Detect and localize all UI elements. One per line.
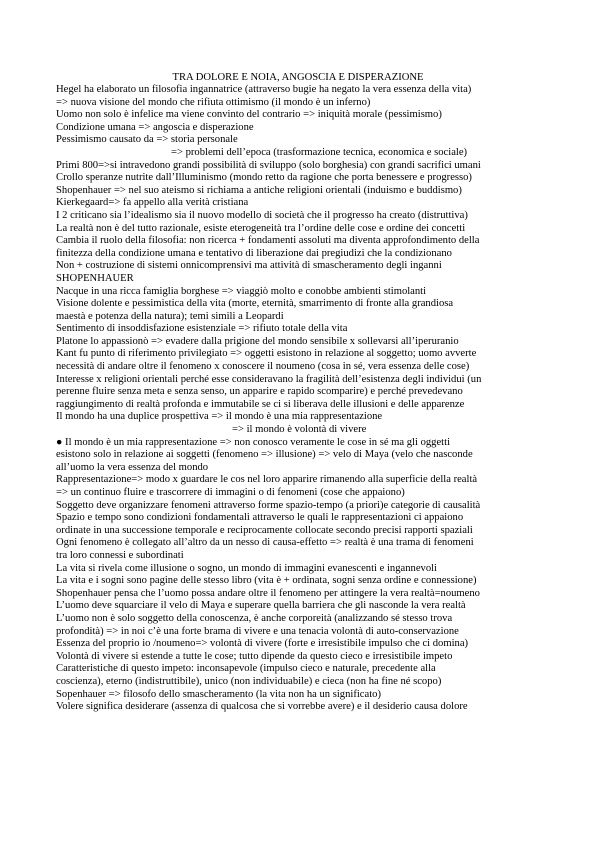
text-line: Condizione umana => angoscia e disperazione bbox=[56, 121, 254, 133]
text-line: La realtà non è del tutto razionale, esiste eterogeneità tra l’ordine delle cose e ordine dei concetti bbox=[56, 222, 466, 234]
text-line: La vita si rivela come illusione o sogno, un mondo di immagini evanescenti e ingannevoli bbox=[56, 562, 437, 574]
text-line: perenne fluire senza meta e senza senso, un apparire e rapido scomparire) e perché prevedevano bbox=[56, 386, 463, 398]
text-line: Kierkegaard=> fa appello alla verità cristiana bbox=[56, 197, 249, 209]
text-line: Sentimento di insoddisfazione esistenziale => rifiuto totale della vita bbox=[56, 323, 348, 335]
text-line: Hegel ha elaborato un filosofia ingannatrice (attraverso bugie ha negato la vera essenza della vita) bbox=[56, 84, 472, 95]
text-line: Pessimismo causato da => storia personale bbox=[56, 134, 238, 146]
text-line: Shopenhauer => nel suo ateismo si richiama a antiche religioni orientali (induismo e buddismo) bbox=[56, 184, 462, 196]
text-line: Spazio e tempo sono condizioni fondamentali attraverso le quali le rappresentazioni ci appaiono bbox=[56, 512, 464, 524]
text-line: Uomo non solo è infelice ma viene convinto del contrario => iniquità morale (pessimismo) bbox=[56, 109, 442, 121]
text-line: => il mondo è volontà di vivere bbox=[232, 424, 367, 436]
text-line: => un continuo fluire e trascorrere di immagini o di fenomeni (cose che appaiono) bbox=[56, 487, 405, 498]
text-line: profondità) => in noi c’è una forte brama di vivere e una tenacia volontà di auto-conservazione bbox=[56, 625, 459, 637]
text-line: tra loro connessi e subordinati bbox=[56, 549, 184, 561]
text-line: ordinate in una successione temporale e reciprocamente collocate secondo precisi rapporti spaziali bbox=[56, 524, 473, 536]
text-line: esistono solo in relazione ai soggetti (fenomeno => illusione) => velo di Maya (velo che nasconde bbox=[56, 449, 473, 461]
text-line: coscienza), eterno (indistruttibile), unico (non individuabile) e cieca (non ha fine né scopo) bbox=[56, 675, 442, 687]
text-line: Volontà di vivere si estende a tutte le cose; tutto dipende da questo cieco e irresistibile impeto bbox=[56, 650, 453, 662]
document-body bbox=[56, 84, 546, 714]
text-line: Visione dolente e pessimistica della vita (morte, eternità, smarrimento di fronte alla grandiosa bbox=[56, 298, 454, 310]
text-line: necessità di andare oltre il fenomeno x conoscere il noumeno (cosa in sé, vera essenza delle cose) bbox=[56, 361, 470, 373]
bullet-line: ● Il mondo è un mia rappresentazione => non conosco veramente le cose in sé ma gli oggetti bbox=[56, 436, 451, 448]
text-line: Crollo speranze nutrite dall’Illuminismo (mondo retto da ragione che porta benessere e progresso) bbox=[56, 172, 472, 184]
text-line: Primi 800=>si intravedono grandi possibilità di sviluppo (solo borghesia) con grandi sacrifici umani bbox=[56, 159, 481, 171]
text-line: Interesse x religioni orientali perché esse consideravano la fragilità dell’esistenza degli individui (un bbox=[56, 373, 482, 385]
text-line: Kant fu punto di riferimento privilegiato => oggetti esistono in relazione al soggetto; uomo avverte bbox=[56, 348, 477, 360]
text-line: Il mondo ha una duplice prospettiva => il mondo è una mia rappresentazione bbox=[56, 411, 383, 423]
text-line: Nacque in una ricca famiglia borghese => viaggiò molto e conobbe ambienti stimolanti bbox=[56, 285, 427, 297]
text-line: Sopenhauer => filosofo dello smascheramento (la vita non ha un significato) bbox=[56, 688, 381, 700]
text-line: Non + costruzione di sistemi onnicomprensivi ma attività di smascheramento degli inganni bbox=[56, 260, 442, 272]
document-title: TRA DOLORE E NOIA, ANGOSCIA E DISPERAZIONE bbox=[172, 72, 424, 83]
text-line: => problemi dell’epoca (trasformazione tecnica, economica e sociale) bbox=[171, 146, 468, 158]
section-heading: SHOPENHAUER bbox=[56, 272, 134, 284]
text-line: La vita e i sogni sono pagine delle stesso libro (vita è + ordinata, sogni senza ordine e connessione) bbox=[56, 575, 477, 587]
text-line: Soggetto deve organizzare fenomeni attraverso forme spazio-tempo (a priori)e categorie di causalità bbox=[56, 499, 481, 511]
text-line: => nuova visione del mondo che rifiuta ottimismo (il mondo è un inferno) bbox=[56, 96, 371, 108]
text-line: Platone lo appassionò => evadere dalla prigione del mondo sensibile x sollevarsi all’iperuranio bbox=[56, 335, 459, 347]
text-line: Shopenhauer pensa che l’uomo possa andare oltre il fenomeno per attingere la vera realtà=noumeno bbox=[56, 587, 480, 599]
text-line: Volere significa desiderare (assenza di qualcosa che si vorrebbe avere) e il desiderio causa dolore bbox=[56, 701, 468, 713]
text-line: L’uomo deve squarciare il velo di Maya e superare quella barriera che gli nasconde la vera realtà bbox=[56, 600, 466, 612]
text-line: L’uomo non è solo soggetto della conoscenza, è anche corporeità (analizzando sé stesso trova bbox=[56, 612, 453, 624]
text-line: Ogni fenomeno è collegato all’altro da un nesso di causa-effetto => realtà è una trama di fenomeni bbox=[56, 537, 474, 549]
text-line: Cambia il ruolo della filosofia: non ricerca + fondamenti assoluti ma diventa approfondimento della bbox=[56, 235, 480, 247]
text-line: Caratteristiche di questo impeto: inconsapevole (impulso cieco e naturale, precedente alla bbox=[56, 663, 436, 675]
text-line: maestà e potenza della natura); temi simili a Leopardi bbox=[56, 310, 284, 322]
text-line: finitezza della condizione umana e tentativo di liberazione dai pregiudizi che la condizionano bbox=[56, 247, 452, 259]
text-line: raggiungimento di realtà profonda e immutabile se ci si liberava delle illusioni e delle apparenze bbox=[56, 398, 465, 410]
text-line: Rappresentazione=> modo x guardare le cos nel loro apparire rimanendo alla superficie della realtà bbox=[56, 474, 478, 486]
text-line: I 2 criticano sia l’idealismo sia il nuovo modello di società che il progresso ha creato (distruttiva) bbox=[56, 209, 468, 221]
text-line: Essenza del proprio io /noumeno=> volontà di vivere (forte e irresistibile impulso che ci domina) bbox=[56, 638, 469, 650]
text-line: all’uomo la vera essenza del mondo bbox=[56, 461, 209, 473]
